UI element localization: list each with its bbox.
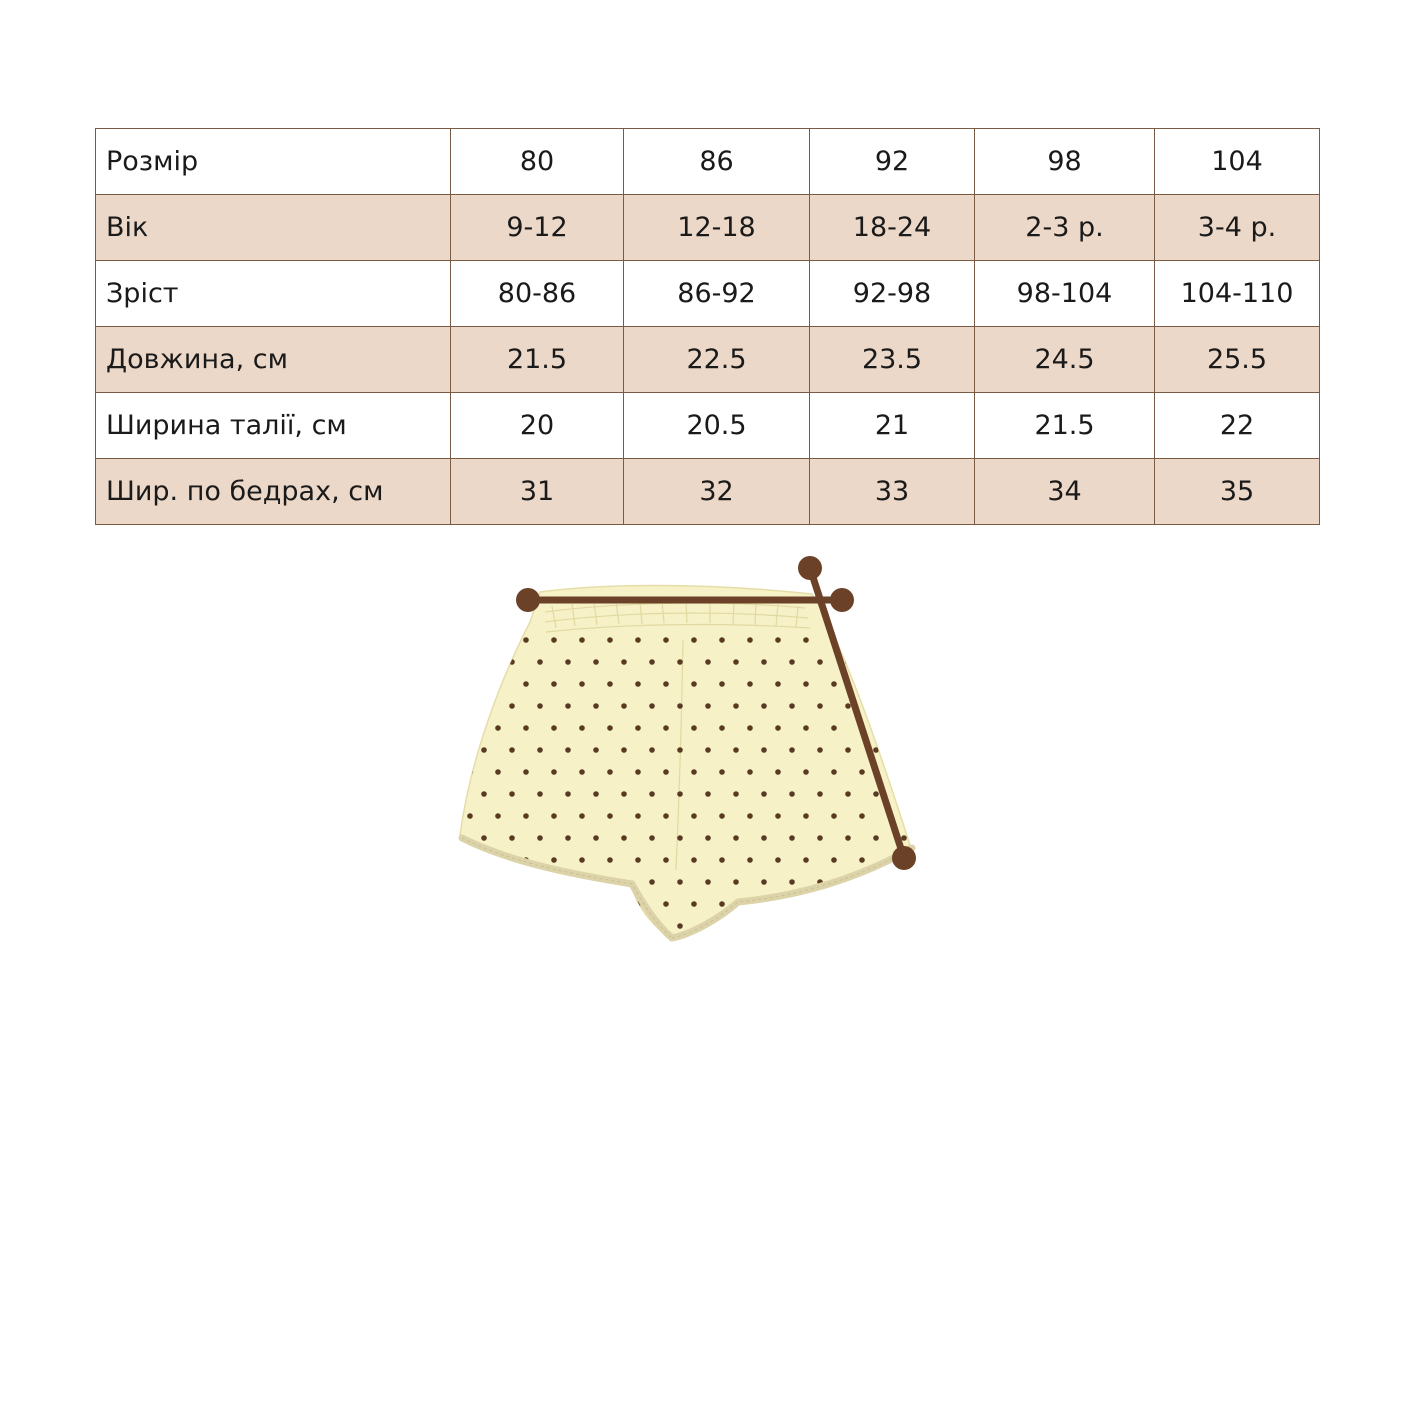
polka-dot bbox=[663, 681, 669, 687]
polka-dot bbox=[677, 659, 683, 665]
polka-dot bbox=[467, 857, 473, 863]
polka-dot bbox=[635, 681, 641, 687]
polka-dot bbox=[705, 791, 711, 797]
polka-dot bbox=[509, 703, 515, 709]
polka-dot bbox=[817, 923, 823, 929]
polka-dot bbox=[551, 725, 557, 731]
polka-dot bbox=[747, 637, 753, 643]
polka-dot bbox=[579, 857, 585, 863]
polka-dot bbox=[929, 791, 935, 797]
polka-dot bbox=[747, 769, 753, 775]
row-waist-width bbox=[96, 393, 1320, 459]
polka-dot bbox=[677, 747, 683, 753]
polka-dot bbox=[593, 747, 599, 753]
polka-dot bbox=[915, 901, 921, 907]
polka-dot bbox=[495, 901, 501, 907]
polka-dot bbox=[663, 725, 669, 731]
polka-dot bbox=[915, 637, 921, 643]
polka-dot bbox=[859, 901, 865, 907]
polka-dot bbox=[551, 681, 557, 687]
table-cell: 21.5 bbox=[451, 327, 624, 393]
polka-dot bbox=[803, 901, 809, 907]
polka-dot bbox=[831, 813, 837, 819]
polka-dot bbox=[467, 725, 473, 731]
polka-dot bbox=[845, 835, 851, 841]
table-cell: 104-110 bbox=[1155, 261, 1320, 327]
polka-dot bbox=[579, 725, 585, 731]
polka-dot bbox=[537, 747, 543, 753]
polka-dot bbox=[635, 813, 641, 819]
polka-dot bbox=[621, 703, 627, 709]
polka-dot bbox=[663, 857, 669, 863]
polka-dot bbox=[915, 813, 921, 819]
polka-dot bbox=[551, 813, 557, 819]
polka-dot bbox=[803, 813, 809, 819]
polka-dot bbox=[537, 791, 543, 797]
polka-dot bbox=[733, 923, 739, 929]
polka-dot bbox=[719, 725, 725, 731]
polka-dot bbox=[607, 769, 613, 775]
polka-dot bbox=[621, 791, 627, 797]
table-cell: 92-98 bbox=[810, 261, 975, 327]
polka-dot bbox=[789, 791, 795, 797]
polka-dot bbox=[831, 901, 837, 907]
polka-dot bbox=[677, 791, 683, 797]
polka-dot-shorts-measurement-icon bbox=[440, 545, 960, 965]
polka-dot bbox=[593, 835, 599, 841]
polka-dot bbox=[761, 703, 767, 709]
table-cell: 21.5 bbox=[975, 393, 1155, 459]
table-cell: 24.5 bbox=[975, 327, 1155, 393]
polka-dot bbox=[705, 703, 711, 709]
polka-dot bbox=[579, 813, 585, 819]
polka-dot bbox=[733, 747, 739, 753]
polka-dot bbox=[467, 901, 473, 907]
polka-dot bbox=[677, 703, 683, 709]
polka-dot bbox=[607, 813, 613, 819]
polka-dot bbox=[537, 923, 543, 929]
polka-dot bbox=[845, 747, 851, 753]
polka-dot bbox=[859, 857, 865, 863]
polka-dot bbox=[747, 681, 753, 687]
polka-dot bbox=[691, 637, 697, 643]
polka-dot bbox=[775, 769, 781, 775]
polka-dot bbox=[621, 747, 627, 753]
polka-dot bbox=[593, 703, 599, 709]
table-cell: 98 bbox=[975, 129, 1155, 195]
polka-dot bbox=[929, 835, 935, 841]
row-label: Вік bbox=[96, 195, 451, 261]
polka-dot bbox=[551, 901, 557, 907]
polka-dot bbox=[845, 791, 851, 797]
table-cell: 22 bbox=[1155, 393, 1320, 459]
polka-dot bbox=[565, 879, 571, 885]
polka-dot bbox=[579, 637, 585, 643]
polka-dot bbox=[467, 813, 473, 819]
polka-dot bbox=[761, 747, 767, 753]
polka-dot bbox=[551, 857, 557, 863]
table-cell: 86 bbox=[624, 129, 810, 195]
table-cell: 32 bbox=[624, 459, 810, 525]
polka-dot bbox=[915, 769, 921, 775]
polka-dot bbox=[509, 923, 515, 929]
polka-dot bbox=[761, 659, 767, 665]
polka-dot bbox=[901, 835, 907, 841]
polka-dot bbox=[523, 769, 529, 775]
table-cell: 31 bbox=[451, 459, 624, 525]
polka-dot bbox=[691, 681, 697, 687]
polka-dot bbox=[649, 835, 655, 841]
polka-dot bbox=[817, 835, 823, 841]
polka-dot bbox=[705, 835, 711, 841]
polka-dot bbox=[901, 747, 907, 753]
polka-dot bbox=[551, 637, 557, 643]
polka-dot bbox=[775, 637, 781, 643]
polka-dot bbox=[509, 747, 515, 753]
polka-dot bbox=[495, 637, 501, 643]
polka-dot bbox=[691, 901, 697, 907]
polka-dot bbox=[929, 923, 935, 929]
row-age bbox=[96, 195, 1320, 261]
table-cell: 98-104 bbox=[975, 261, 1155, 327]
polka-dot bbox=[887, 681, 893, 687]
polka-dot bbox=[551, 769, 557, 775]
polka-dot bbox=[775, 681, 781, 687]
polka-dot bbox=[817, 791, 823, 797]
polka-dot bbox=[677, 835, 683, 841]
polka-dot bbox=[775, 857, 781, 863]
polka-dot bbox=[649, 879, 655, 885]
polka-dot bbox=[873, 791, 879, 797]
polka-dot bbox=[607, 857, 613, 863]
polka-dot bbox=[691, 857, 697, 863]
row-length bbox=[96, 327, 1320, 393]
table-cell: 22.5 bbox=[624, 327, 810, 393]
polka-dot bbox=[481, 835, 487, 841]
polka-dot bbox=[929, 659, 935, 665]
polka-dot bbox=[593, 791, 599, 797]
polka-dot bbox=[495, 813, 501, 819]
polka-dot bbox=[873, 659, 879, 665]
polka-dot bbox=[537, 835, 543, 841]
polka-dot bbox=[565, 791, 571, 797]
polka-dot bbox=[831, 725, 837, 731]
polka-dot bbox=[761, 835, 767, 841]
polka-dot bbox=[565, 835, 571, 841]
polka-dot bbox=[481, 879, 487, 885]
polka-dot bbox=[565, 703, 571, 709]
polka-dot bbox=[593, 659, 599, 665]
polka-dot bbox=[635, 769, 641, 775]
polka-dot bbox=[481, 747, 487, 753]
polka-dot bbox=[845, 923, 851, 929]
size-table bbox=[95, 128, 1320, 525]
polka-dot bbox=[733, 879, 739, 885]
table-cell: 80-86 bbox=[451, 261, 624, 327]
polka-dot bbox=[901, 879, 907, 885]
polka-dot bbox=[537, 703, 543, 709]
polka-dot bbox=[775, 725, 781, 731]
table-cell: 3-4 р. bbox=[1155, 195, 1320, 261]
polka-dot bbox=[817, 703, 823, 709]
polka-dot bbox=[859, 813, 865, 819]
polka-dot bbox=[719, 769, 725, 775]
polka-dot bbox=[565, 659, 571, 665]
polka-dot bbox=[929, 879, 935, 885]
polka-dot bbox=[733, 659, 739, 665]
row-label: Ширина талії, см bbox=[96, 393, 451, 459]
polka-dot bbox=[537, 659, 543, 665]
table-cell: 9-12 bbox=[451, 195, 624, 261]
polka-dot bbox=[579, 901, 585, 907]
row-label: Довжина, см bbox=[96, 327, 451, 393]
row-size bbox=[96, 129, 1320, 195]
polka-dot bbox=[635, 857, 641, 863]
polka-dot bbox=[733, 703, 739, 709]
polka-dot bbox=[509, 879, 515, 885]
polka-dot bbox=[887, 725, 893, 731]
table-cell: 21 bbox=[810, 393, 975, 459]
polka-dot bbox=[747, 857, 753, 863]
polka-dot bbox=[873, 703, 879, 709]
table-cell: 20 bbox=[451, 393, 624, 459]
polka-dot bbox=[663, 637, 669, 643]
polka-dot bbox=[719, 681, 725, 687]
polka-dot bbox=[677, 923, 683, 929]
polka-dot bbox=[803, 725, 809, 731]
polka-dot bbox=[481, 703, 487, 709]
polka-dot bbox=[761, 791, 767, 797]
polka-dot bbox=[649, 747, 655, 753]
polka-dot bbox=[509, 835, 515, 841]
row-label: Розмір bbox=[96, 129, 451, 195]
polka-dot bbox=[663, 813, 669, 819]
polka-dot bbox=[887, 769, 893, 775]
polka-dot bbox=[789, 879, 795, 885]
polka-dot bbox=[719, 901, 725, 907]
polka-dot bbox=[761, 879, 767, 885]
polka-dot bbox=[887, 901, 893, 907]
polka-dot bbox=[901, 791, 907, 797]
polka-dot bbox=[873, 923, 879, 929]
polka-dot bbox=[817, 659, 823, 665]
polka-dot bbox=[663, 901, 669, 907]
table-cell: 34 bbox=[975, 459, 1155, 525]
polka-dot bbox=[705, 747, 711, 753]
polka-dot bbox=[803, 769, 809, 775]
row-label: Зріст bbox=[96, 261, 451, 327]
polka-dot bbox=[481, 923, 487, 929]
polka-dot bbox=[649, 703, 655, 709]
table-cell: 80 bbox=[451, 129, 624, 195]
polka-dot bbox=[915, 857, 921, 863]
polka-dot bbox=[509, 791, 515, 797]
table-cell: 92 bbox=[810, 129, 975, 195]
polka-dot bbox=[621, 835, 627, 841]
table-cell: 20.5 bbox=[624, 393, 810, 459]
polka-dot bbox=[803, 681, 809, 687]
polka-dot bbox=[495, 857, 501, 863]
polka-dot bbox=[789, 703, 795, 709]
polka-dot bbox=[915, 725, 921, 731]
polka-dot bbox=[719, 857, 725, 863]
polka-dot bbox=[495, 725, 501, 731]
row-height bbox=[96, 261, 1320, 327]
polka-dot bbox=[565, 923, 571, 929]
polka-dot bbox=[747, 725, 753, 731]
polka-dot bbox=[831, 857, 837, 863]
polka-dot bbox=[677, 879, 683, 885]
polka-dot bbox=[579, 769, 585, 775]
table-cell: 25.5 bbox=[1155, 327, 1320, 393]
polka-dot bbox=[817, 747, 823, 753]
polka-dot bbox=[481, 791, 487, 797]
polka-dot bbox=[467, 681, 473, 687]
polka-dot bbox=[579, 681, 585, 687]
polka-dot bbox=[761, 923, 767, 929]
polka-dot bbox=[607, 681, 613, 687]
polka-dot bbox=[691, 769, 697, 775]
polka-dot bbox=[929, 747, 935, 753]
polka-dot bbox=[691, 725, 697, 731]
polka-dot bbox=[621, 659, 627, 665]
polka-dot bbox=[649, 791, 655, 797]
row-hip-width bbox=[96, 459, 1320, 525]
polka-dot bbox=[607, 725, 613, 731]
polka-dot bbox=[523, 725, 529, 731]
polka-dot bbox=[733, 791, 739, 797]
polka-dot bbox=[537, 879, 543, 885]
polka-dot bbox=[789, 747, 795, 753]
polka-dot bbox=[663, 769, 669, 775]
polka-dot bbox=[495, 769, 501, 775]
polka-dot bbox=[705, 879, 711, 885]
polka-dot bbox=[803, 637, 809, 643]
polka-dot bbox=[859, 637, 865, 643]
polka-dot bbox=[789, 835, 795, 841]
polka-dot bbox=[565, 747, 571, 753]
polka-dot bbox=[719, 637, 725, 643]
polka-dot bbox=[635, 725, 641, 731]
table-cell: 104 bbox=[1155, 129, 1320, 195]
polka-dot bbox=[733, 835, 739, 841]
polka-dot bbox=[481, 659, 487, 665]
polka-dot bbox=[691, 813, 697, 819]
polka-dot bbox=[523, 637, 529, 643]
polka-dot bbox=[873, 879, 879, 885]
polka-dot bbox=[901, 703, 907, 709]
polka-dot bbox=[789, 659, 795, 665]
polka-dot bbox=[621, 923, 627, 929]
polka-dot bbox=[775, 901, 781, 907]
table-cell: 18-24 bbox=[810, 195, 975, 261]
polka-dot bbox=[635, 637, 641, 643]
polka-dot bbox=[803, 857, 809, 863]
table-cell: 33 bbox=[810, 459, 975, 525]
polka-dot bbox=[607, 637, 613, 643]
polka-dot bbox=[929, 703, 935, 709]
polka-dot bbox=[859, 681, 865, 687]
polka-dot bbox=[859, 769, 865, 775]
polka-dot bbox=[901, 659, 907, 665]
table-cell: 12-18 bbox=[624, 195, 810, 261]
table-cell: 35 bbox=[1155, 459, 1320, 525]
table-cell: 23.5 bbox=[810, 327, 975, 393]
table-cell: 86-92 bbox=[624, 261, 810, 327]
polka-dot bbox=[887, 637, 893, 643]
polka-dot bbox=[831, 681, 837, 687]
polka-dot bbox=[495, 681, 501, 687]
polka-dot bbox=[523, 681, 529, 687]
polka-dot bbox=[915, 681, 921, 687]
polka-dot bbox=[901, 923, 907, 929]
polka-dot bbox=[789, 923, 795, 929]
polka-dot bbox=[831, 769, 837, 775]
polka-dot bbox=[607, 901, 613, 907]
polka-dot bbox=[705, 659, 711, 665]
polka-dot bbox=[873, 835, 879, 841]
polka-dot bbox=[649, 659, 655, 665]
polka-dot bbox=[467, 637, 473, 643]
table-cell: 2-3 р. bbox=[975, 195, 1155, 261]
polka-dot bbox=[593, 923, 599, 929]
polka-dot bbox=[845, 703, 851, 709]
polka-dot bbox=[719, 813, 725, 819]
polka-dot bbox=[523, 901, 529, 907]
polka-dot bbox=[523, 813, 529, 819]
polka-dot bbox=[775, 813, 781, 819]
polka-dot bbox=[747, 813, 753, 819]
row-label: Шир. по бедрах, см bbox=[96, 459, 451, 525]
